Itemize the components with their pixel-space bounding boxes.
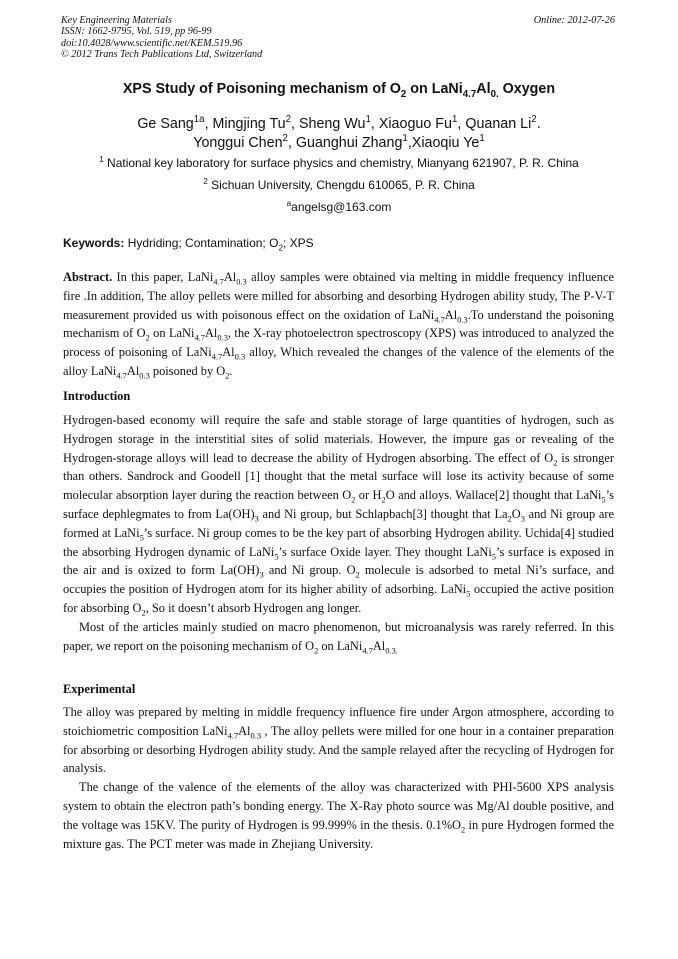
intro-paragraph-2: Most of the articles mainly studied on macro phenomenon, but microanalysis was rarely referred. In this paper, we report on the poisoning mechanism of $O_2$ on $LaNi_{4.7}Al_{0.3.}$ bbox=[63, 619, 614, 656]
journal-name: Key Engineering Materials bbox=[61, 15, 172, 26]
journal-header bbox=[61, 15, 262, 61]
author-email[interactable]: $^a$angelsg@163.com bbox=[286, 199, 392, 214]
author-list: Ge Sang$^{1a}$, Mingjing Tu$^2$, Sheng Wu$^1$, Xiaoguo Fu$^1$, Quanan Li$^2$. Yonggui Chen$^2$, Guanghui Zhang$^1$,Xiaoqiu Ye$^1$ bbox=[137, 114, 541, 151]
doi-line: doi:10.4028/www.scientific.net/KEM.519.96 bbox=[61, 37, 243, 49]
issn-line: ISSN: 1662-9795, Vol. 519, pp 96-99 bbox=[61, 26, 212, 38]
abstract: Abstract. In this paper, $LaNi_{4.7}Al_{0.3}$ alloy samples were obtained via melting in middle frequency influence fire .In addition, The alloy pellets were milled for absorbing and desorbing Hydrogen ability study, The P-V-T measurement provided us with poisonous effect on the oxidation of $LaNi_{4.7}Al_{0.3}.To$ understand the poisoning mechanism of $O_2$ on $LaNi_{4.7}Al_{0.3}$, the X-ray photoelectron spectroscopy (XPS) was introduced to analyzed the process of poisoning of $LaNi_{4.7}Al_{0.3}$ alloy, Which revealed the changes of the valence of the elements of the alloy $LaNi_{4.7}Al_{0.3}$ poisoned by $O_2$. bbox=[63, 270, 615, 381]
affiliation-1: $^1$ National key laboratory for surface physics and chemistry, Mianyang 621907, P. R. China bbox=[99, 155, 579, 170]
keywords: Keywords: Hydriding; Contamination; $O_2$; XPS bbox=[63, 236, 314, 253]
experimental-body bbox=[63, 703, 614, 853]
introduction-body bbox=[63, 411, 614, 655]
paper-title: XPS Study of Poisoning mechanism of $O_2$ on $LaNi_{4.7}Al_{0.}$ Oxygen bbox=[122, 81, 556, 100]
exp-paragraph-2: The change of the valence of the elements of the alloy was characterized with PHI-5600 XPS analysis system to obtain the electron path’s bonding energy. The X-Ray photo source was Mg/Al double positive, and the voltage was 15KV. The purity of Hydrogen is 99.999% in the thesis. $0.1\%O_2$ in pure Hydrogen formed the mixture gas. The PCT meter was made in Zhejiang University. bbox=[63, 780, 614, 851]
online-date: Online: 2012-07-26 bbox=[533, 15, 615, 26]
copyright-line: © 2012 Trans Tech Publications Ltd, Switzerland bbox=[61, 49, 263, 61]
introduction-heading: Introduction bbox=[63, 389, 131, 403]
experimental-heading: Experimental bbox=[63, 682, 136, 696]
intro-paragraph-1: Hydrogen-based economy will require the safe and stable storage of large quantities of hydrogen, such as Hydrogen storage in the interstitial sites of solid materials. However, the impure gas or revealing of the Hydrogen-storage alloys will lead to decrease the ability of Hydrogen absorbing. The effect of $O_2$ is stronger than others. Sandrock and Goodell [1] thought that the metal surface will lose its activity because of some molecular absorption layer during the reaction between $O_2$ or $H_2O$ and alloys. Wallace[2] thought that LaNi$_5$’s surface dephlegmates to from $La(OH)_3$ and Ni group, but Schlapbach[3] thought that $La_2O_3$ and Ni group are formed at LaNi$_5$’s surface. Ni group comes to be the key part of absorbing Hydrogen ability. Uchida[4] studied the absorbing Hydrogen dynamic of LaNi$_5$’s surface Oxide layer. They thought LaNi$_5$’s surface is exposed in the air and is oxized to form $La(OH)_3$ and Ni group. $O_2$ molecule is adsorbed to metal Ni’s surface, and occupies the position of Hydrogen atom for its higher ability of adsorbing. LaNi$_5$ occupied the active position for absorbing $O_2$, So it doesn’t absorb Hydrogen ang longer. bbox=[63, 413, 615, 618]
affiliation-2: $^2$ Sichuan University, Chengdu 610065, P. R. China bbox=[203, 177, 475, 192]
exp-paragraph-1: The alloy was prepared by melting in middle frequency influence fire under Argon atmosphere, according to stoichiometric composition $LaNi_{4.7}Al_{0.3}$ , The alloy pellets were milled for one hour in a container preparation for absorbing or desorbing Hydrogen ability study. And the sample relayed after the recycling of Hydrogen for analysis. bbox=[63, 705, 614, 776]
